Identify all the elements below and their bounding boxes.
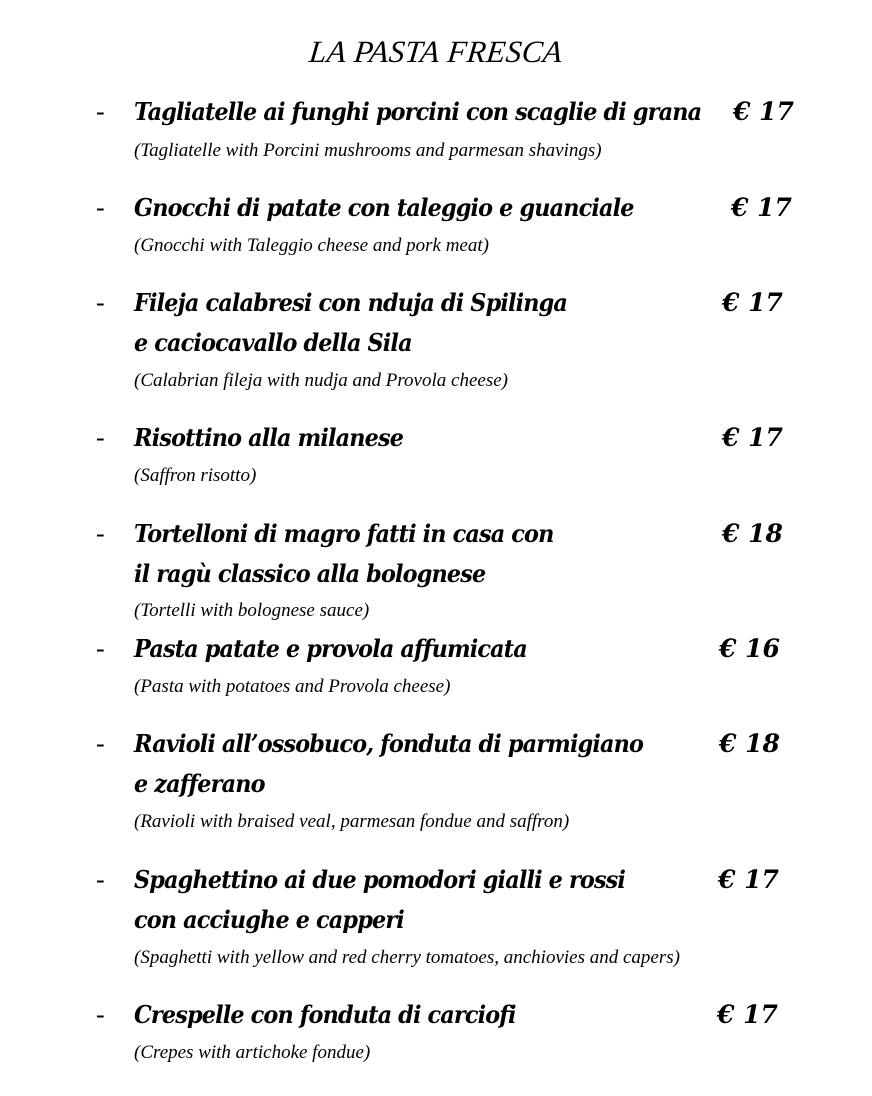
- dish-price: € 17: [722, 423, 783, 452]
- dish-name: Fileja calabresi con nduja di Spilinga e caciocavallo della Sila: [134, 288, 568, 357]
- bullet-dash: -: [96, 865, 105, 894]
- dish-price: € 17: [731, 193, 792, 222]
- dish-price: € 17: [733, 97, 794, 126]
- dish-price: € 18: [722, 519, 783, 548]
- dish-price: € 17: [718, 865, 779, 894]
- dish-name: Spaghettino ai due pomodori gialli e rossi con acciughe e capperi: [134, 865, 626, 934]
- dish-name: Ravioli all’ossobuco, fonduta di parmigiano e zafferano: [134, 729, 644, 798]
- dish-description: (Tagliatelle with Porcini mushrooms and parmesan shavings): [134, 140, 602, 161]
- bullet-dash: -: [96, 423, 105, 452]
- dish-name: Gnocchi di patate con taleggio e guanciale: [134, 193, 634, 222]
- dish-description: (Saffron risotto): [134, 465, 257, 486]
- bullet-dash: -: [96, 634, 105, 663]
- dish-price: € 17: [722, 288, 783, 317]
- dish-description: (Tortelli with bolognese sauce): [134, 600, 370, 621]
- bullet-dash: -: [96, 193, 105, 222]
- dish-description: (Crepes with artichoke fondue): [134, 1042, 371, 1063]
- dish-description: (Pasta with potatoes and Provola cheese): [134, 676, 451, 697]
- bullet-dash: -: [96, 97, 105, 126]
- dish-description: (Calabrian fileja with nudja and Provola cheese): [134, 370, 508, 391]
- bullet-dash: -: [96, 729, 105, 758]
- dish-price: € 18: [719, 729, 780, 758]
- bullet-dash: -: [96, 519, 105, 548]
- dish-name: Crespelle con fonduta di carciofi: [134, 1000, 516, 1029]
- dish-description: (Ravioli with braised veal, parmesan fondue and saffron): [134, 811, 570, 832]
- dish-description: (Gnocchi with Taleggio cheese and pork meat): [134, 235, 489, 256]
- bullet-dash: -: [96, 1000, 105, 1029]
- dish-name: Risottino alla milanese: [134, 423, 404, 452]
- dish-name: Tagliatelle ai funghi porcini con scaglie di grana: [134, 97, 702, 126]
- dish-name: Tortelloni di magro fatti in casa con il ragù classico alla bolognese: [134, 519, 554, 588]
- bullet-dash: -: [96, 288, 105, 317]
- dish-price: € 17: [717, 1000, 778, 1029]
- dish-price: € 16: [719, 634, 780, 663]
- page-title: LA PASTA FRESCA: [307, 34, 565, 69]
- dish-name: Pasta patate e provola affumicata: [134, 634, 527, 663]
- dish-description: (Spaghetti with yellow and red cherry tomatoes, anchiovies and capers): [134, 947, 680, 968]
